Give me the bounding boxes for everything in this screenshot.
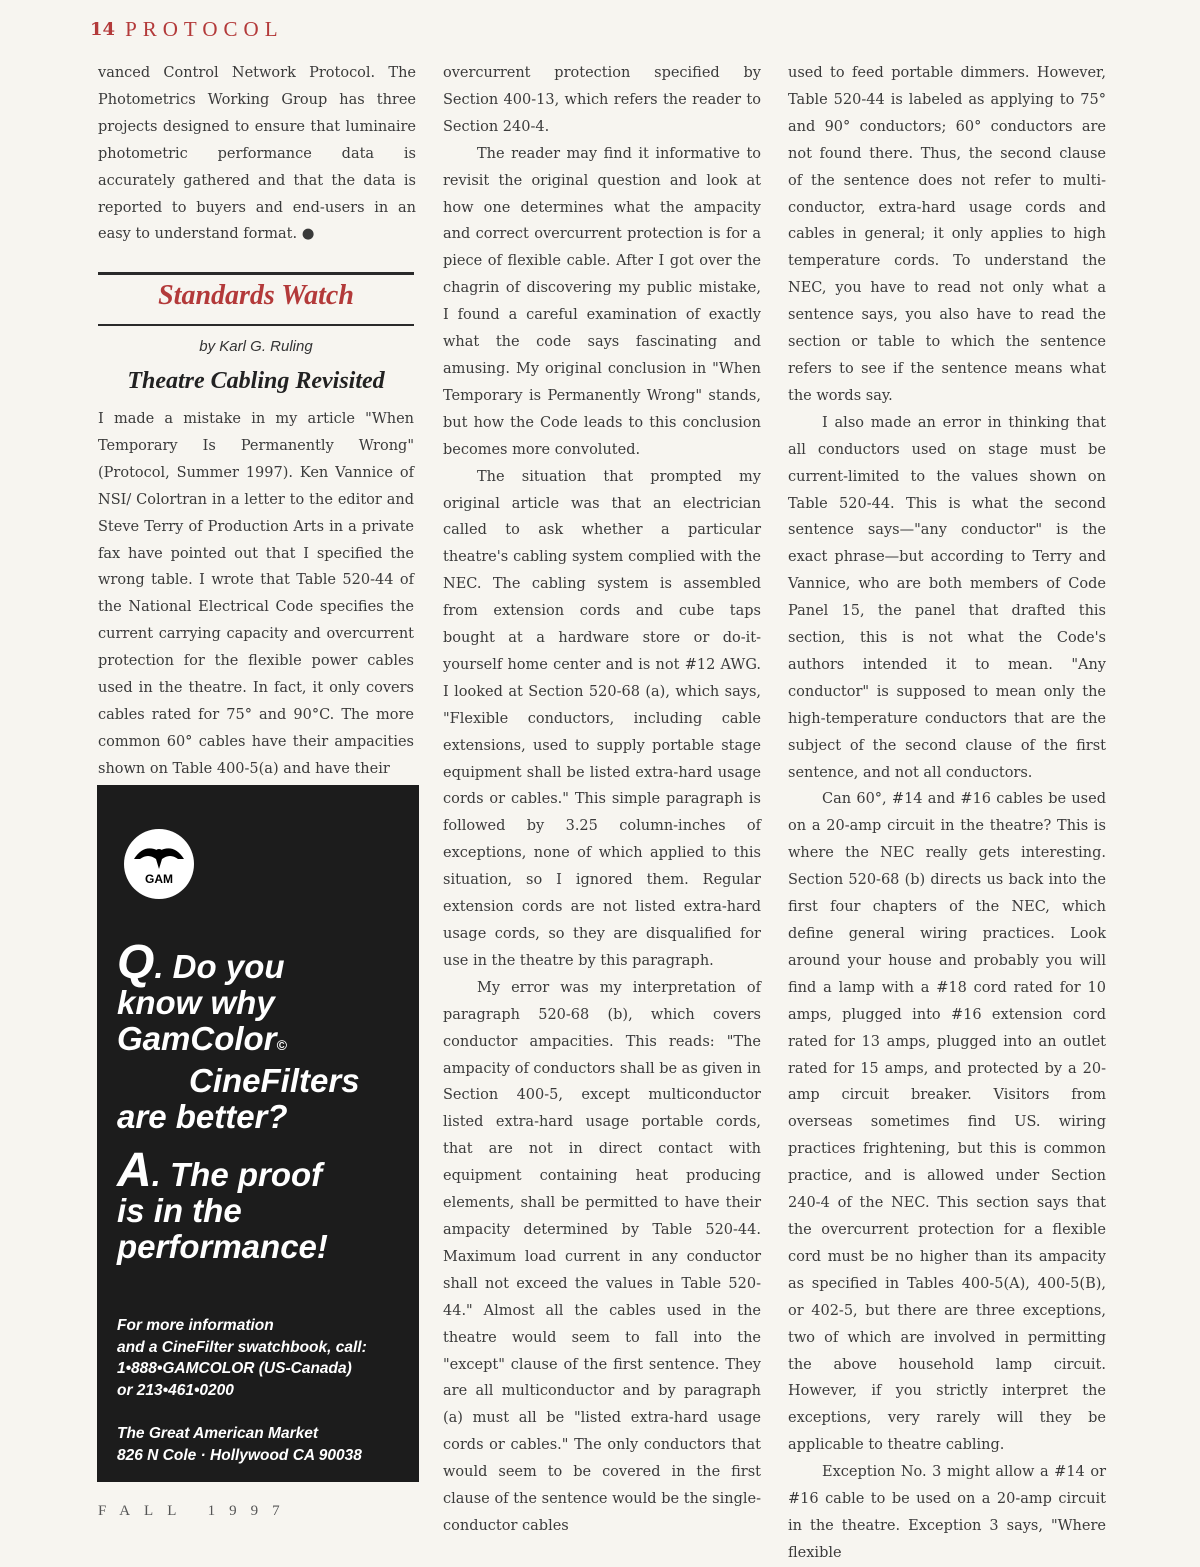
phone-line-1: 1•888•GAMCOLOR (US-Canada): [117, 1360, 352, 1377]
column-3-paragraph-3: Can 60°, #14 and #16 cables be used on a 20-amp circuit in the theatre? This is where the NEC really gets interesting. Section 520-68 (b) directs us back into the first four chapters of the NEC, which define general wiring practices. Look around your house and probably you will find a lamp with a #18 cord rated for 10 amps, plugged into #16 extension cord rated for 13 amps, plugged into an outlet rated for 15 amps, and protected by a 20-amp circuit breaker. Visitors from overseas sometimes find US. wiring practices frightening, but this is common practice, and is allowed under Section 240-4 of the NEC. This section says that the overcurrent protection for a flexible cord must be no higher than its ampacity as specified in Tables 400-5(A), 400-5(B), or 402-5, but there are three exceptions, two of which are involved in permitting the above household lamp circuit. However, if you strictly interpret the exceptions, very rarely will they be applicable to theatre cabling.: [788, 791, 1106, 1454]
gam-advertisement: [97, 785, 419, 1482]
gam-logo: [124, 829, 194, 899]
page-footer: FALL 1997: [98, 1503, 294, 1519]
column-3: [788, 60, 1106, 1567]
q-line-3: CineFilters: [189, 1062, 360, 1099]
column-1-body: [98, 406, 414, 783]
page-number: 14: [90, 18, 116, 40]
q-line-2: know why: [117, 984, 275, 1021]
ad-question: [117, 936, 407, 1135]
column-2-paragraph-3: The situation that prompted my original article was that an electrician called to ask whether a particular theatre's cabling system complied with the NEC. The cabling system is assembled from extension cords and cube taps bought at a hardware store or do-it-yourself home center and is not #12 AWG. I looked at Section 520-68 (a), which says, "Flexible conductors, including cable extensions, used to supply portable stage equipment shall be listed extra-hard usage cords or cables." This simple paragraph is followed by 3.25 column-inches of exceptions, none of which applied to this situation, so I ignored them. Regular extension cords are not listed extra-hard usage cords, so they are disqualified for use in the theatre by this paragraph.: [443, 468, 761, 969]
a-line-3: performance!: [117, 1228, 328, 1265]
article-title: Theatre Cabling Revisited: [127, 368, 385, 394]
column-2-paragraph-4: My error was my interpretation of paragraph 520-68 (b), which covers conductor ampacities. This reads: "The ampacity of conductors shall be as given in Section 400-5, except multiconductor listed extra-hard usage portable cords, that are not in direct contact with equipment containing heat producing elements, shall be permitted to have their ampacity determined by Table 520-44. Maximum load current in any conductor shall not exceed the values in Table 520-44." Almost all the cables used in the theatre would seem to fall into the "except" clause of the first sentence. They are all multiconductor and by paragraph (a) must all be "listed extra-hard usage cords or cables." The only conductors that would seem to be covered in the first clause of the sentence would be the single-conductor cables: [443, 979, 761, 1534]
byline: by Karl G. Ruling: [199, 338, 313, 355]
info-line-1: For more information: [117, 1317, 274, 1334]
column-3-paragraph-1: used to feed portable dimmers. However, Table 520-44 is labeled as applying to 75° and 90° conductors; 60° conductors are not found there. Thus, the second clause of the sentence does not refer to multi-conductor, extra-hard usage cords and cables in general; it only applies to high temperature cords. To understand the NEC, you have to read not only what a sentence says, you also have to read the section or table to which the sentence refers to see if the sentence means what the words say.: [788, 65, 1106, 404]
department-title: Standards Watch: [158, 280, 354, 311]
copyright-mark: ©: [276, 1037, 287, 1053]
column-3-paragraph-2: I also made an error in thinking that all conductors used on stage must be current-limited to the values shown on Table 520-44. This is what the second sentence says—"any conductor" is the exact phrase—but according to Terry and Vannice, who are both members of Code Panel 15, the panel that drafted this section, this is not what the Code's authors intended it to mean. "Any conductor" is supposed to mean only the high-temperature conductors that are the subject of the second clause of the first sentence, and not all conductors.: [788, 414, 1106, 781]
ad-address: [117, 1423, 412, 1466]
q-letter: Q: [117, 936, 155, 989]
eagle-icon: [124, 829, 194, 899]
intro-paragraph: vanced Control Network Protocol. The Photometrics Working Group has three projects designed to ensure that luminaire photometric performance data is accurately gathered and that the data is reported to buyers and end-users in an easy to understand format. ●: [98, 65, 416, 243]
ad-answer: [117, 1144, 407, 1265]
company-name: The Great American Market: [117, 1425, 319, 1442]
column-3-paragraph-4: Exception No. 3 might allow a #14 or #16 cable to be used on a 20-amp circuit in the theatre. Exception 3 says, "Where flexible: [788, 1464, 1106, 1561]
info-line-2: and a CineFilter swatchbook, call:: [117, 1338, 367, 1356]
column-1-intro: [98, 60, 416, 248]
q-line-4: are better?: [117, 1098, 288, 1135]
q-line-1: . Do you: [154, 948, 285, 985]
page-header: [90, 16, 284, 42]
ad-contact-info: [117, 1315, 412, 1401]
column-2-paragraph-2: The reader may find it informative to revisit the original question and look at how one determines what the ampacity and correct overcurrent protection is for a piece of flexible cable. After I got over the chagrin of discovering my public mistake, I found a careful examination of exactly what the code says fascinating and amusing. My original conclusion in "When Temporary is Permanently Wrong" stands, but how the Code leads to this conclusion becomes more convoluted.: [443, 145, 761, 458]
street-address: 826 N Cole · Hollywood CA 90038: [117, 1446, 362, 1464]
top-rule: [98, 272, 414, 275]
column-2: [443, 60, 761, 1540]
a-line-1: . The proof: [151, 1156, 323, 1193]
a-line-2: is in the: [117, 1192, 242, 1229]
a-letter: A: [117, 1144, 152, 1197]
logo-text: GAM: [145, 872, 173, 886]
article-paragraph: I made a mistake in my article "When Temporary Is Permanently Wrong" (Protocol, Summer 1997). Ken Vannice of NSI/ Colortran in a letter to the editor and Steve Terry of Production Arts in a private fax have pointed out that I specified the wrong table. I wrote that Table 520-44 of the National Electrical Code specifies the current carrying capacity and overcurrent protection for the flexible power cables used in the theatre. In fact, it only covers cables rated for 75° and 90°C. The more common 60° cables have their ampacities shown on Table 400-5(a) and have their: [98, 411, 414, 777]
phone-line-2: or 213•461•0200: [117, 1381, 234, 1399]
section-name: PROTOCOL: [125, 16, 284, 41]
column-2-paragraph-1: overcurrent protection specified by Section 400-13, which refers the reader to Section 240-4.: [443, 65, 761, 135]
q-brand: GamColor: [117, 1020, 277, 1057]
bottom-rule: [98, 324, 414, 326]
